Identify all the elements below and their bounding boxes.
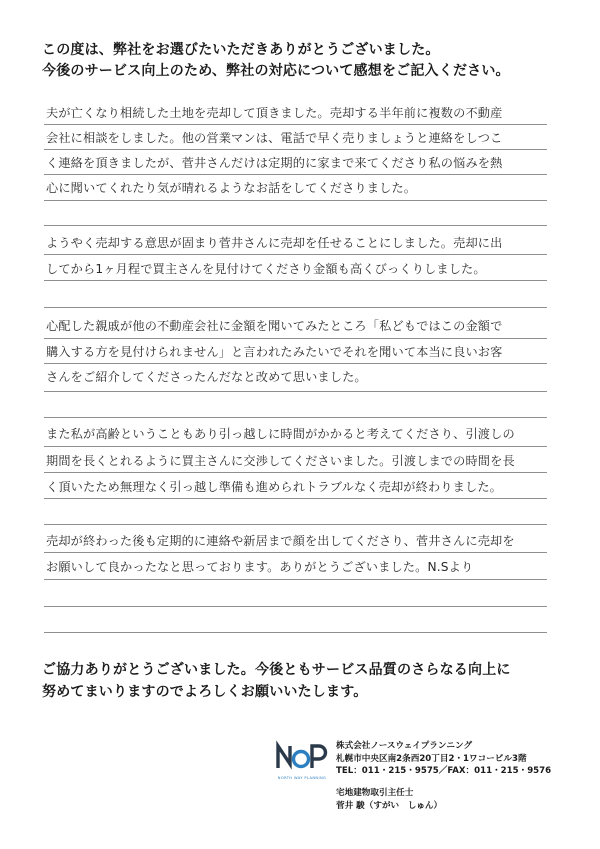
comment-line: く頂いたため無理なく引っ越し準備も進められトラブルなく売却が終わりました。 — [46, 480, 502, 494]
nwp-logo-mark — [276, 738, 328, 784]
comment-line: 期間を長くとれるように買主さんに交渉してくださいました。引渡しまでの時間を長 — [46, 454, 515, 468]
comment-line: 心配した親戚が他の不動産会社に金額を聞いてみたところ「私どもではこの金額で — [46, 319, 503, 333]
comment-line: 夫が亡くなり相続した土地を売却して頂きました。売却する半年前に複数の不動産 — [46, 106, 503, 120]
company-phone-fax: TEL：011・215・9575／FAX：011・215・9576 — [336, 766, 552, 776]
ruled-line — [44, 524, 547, 525]
comment-line: く連絡を頂きましたが、菅井さんだけは定期的に家まで来てくださり私の悩みを熱 — [46, 156, 503, 170]
company-logo — [276, 738, 328, 784]
ruled-line — [44, 417, 547, 418]
ruled-line — [44, 174, 547, 175]
ruled-line — [44, 225, 547, 226]
ruled-line — [44, 254, 547, 255]
agent-title: 宅地建物取引主任士 — [336, 788, 414, 798]
ruled-line — [44, 579, 547, 580]
comment-line: 売却が終わった後も定期的に連絡や新居まで顔を出してくださり、菅井さんに売却を — [46, 534, 515, 548]
ruled-line — [44, 149, 547, 150]
ruled-line — [44, 200, 547, 201]
ruled-line — [44, 498, 547, 499]
ruled-line — [44, 124, 547, 125]
comment-line: お願いして良かったなと思っております。ありがとうございました。N.Sより — [46, 560, 474, 574]
agent-name: 菅井 駿（すがい しゅん） — [336, 800, 443, 811]
ruled-line — [44, 632, 547, 633]
company-info — [336, 740, 551, 778]
closing-line-1: ご協力ありがとうございました。今後ともサービス品質のさらなる向上に — [42, 662, 511, 678]
logo-tagline: NORTH WAY PLANNING — [277, 776, 327, 780]
closing-message — [42, 659, 572, 703]
ruled-line — [44, 307, 547, 308]
company-name: 株式会社ノースウェイプランニング — [336, 741, 473, 751]
ruled-line — [44, 363, 547, 364]
intro-message — [42, 40, 572, 82]
comment-line: 心に聞いてくれたり気が晴れるようなお話をしてくださりました。 — [46, 181, 417, 195]
ruled-line — [44, 472, 547, 473]
ruled-line — [44, 280, 547, 281]
ruled-line — [44, 552, 547, 553]
comment-line: ようやく売却する意思が固まり菅井さんに売却を任せることにしました。売却に出 — [46, 236, 503, 250]
ruled-line — [44, 338, 547, 339]
ruled-line — [44, 446, 547, 447]
intro-line-1: この度は、弊社をお選びたいただきありがとうございました。 — [42, 42, 440, 58]
ruled-line — [44, 391, 547, 392]
comment-line: してから1ヶ月程で買主さんを見付けてくださり金額も高くびっくりしました。 — [46, 262, 486, 276]
closing-line-2: 努めてまいりますのでよろしくお願いいたします。 — [42, 684, 368, 700]
agent-info — [336, 787, 442, 812]
company-address: 札幌市中央区南2条西20丁目2・1ワコービル3階 — [336, 753, 527, 764]
comment-line: また私が高齢ということもあり引っ越しに時間がかかると考えてくださり、引渡しの — [46, 427, 515, 441]
comment-line: 購入する方を見付けられません」と言われたみたいでそれを聞いて本当に良いお客 — [46, 345, 503, 359]
comment-line: さんをご紹介してくださったんだなと改めて思いました。 — [46, 370, 367, 384]
comment-line: 会社に相談をしました。他の営業マンは、電話で早く売りましょうと連絡をしつこ — [46, 131, 503, 145]
intro-line-2: 今後のサービス向上のため、弊社の対応について感想をご記入ください。 — [42, 63, 510, 79]
comment-area — [44, 100, 547, 640]
ruled-line — [44, 606, 547, 607]
